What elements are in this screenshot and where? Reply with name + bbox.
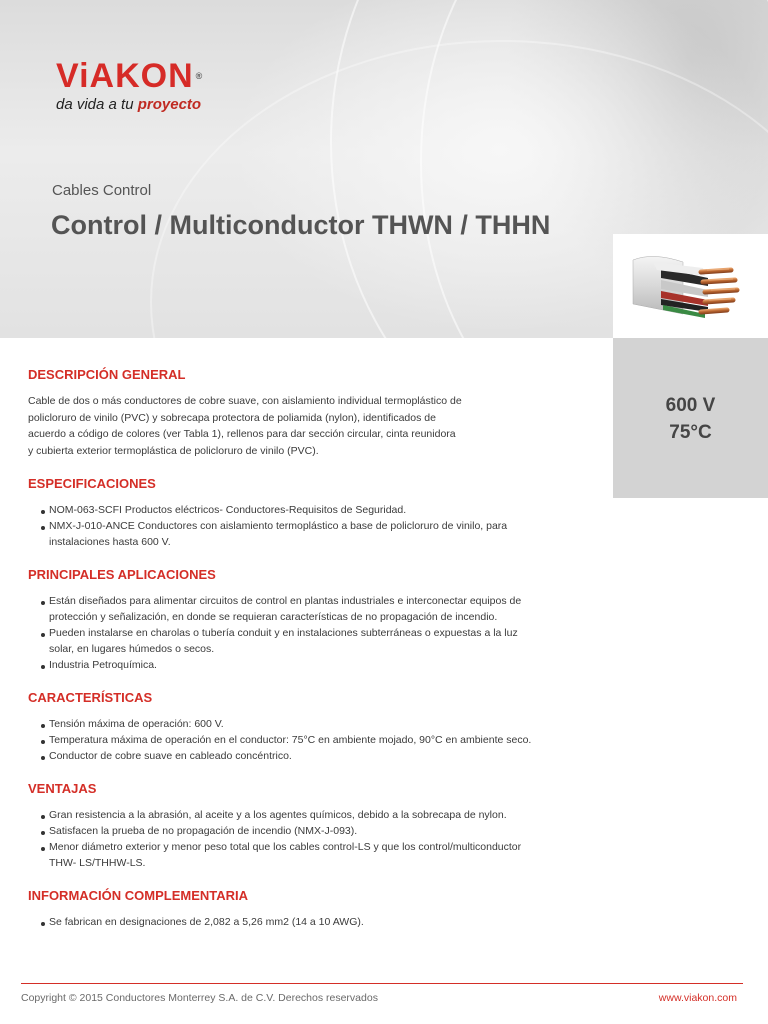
list-item: [28, 748, 588, 764]
bullet-list: [28, 502, 588, 550]
bullet-list: [28, 716, 588, 764]
document-body: [28, 366, 588, 930]
list-item: [28, 657, 588, 673]
brand-logo[interactable]: [56, 58, 203, 113]
section-title: VENTAJAS: [28, 781, 97, 796]
text-line: y cubierta exterior termoplástica de policloruro de vinilo (PVC).: [28, 444, 319, 457]
list-item: [28, 732, 588, 748]
text-line: Cable de dos o más conductores de cobre suave, con aislamiento individual termoplástico de: [28, 395, 462, 407]
rating-box: [613, 338, 768, 498]
text-line: Conductor de cobre suave en cableado concéntrico.: [49, 750, 292, 762]
footer-website-link[interactable]: www.viakon.com: [658, 992, 737, 1004]
section-especificaciones: [28, 475, 588, 550]
text-line: Están diseñados para alimentar circuitos de control en plantas industriales e interconectar equipos de: [49, 595, 522, 607]
text-line: Tensión máxima de operación: 600 V.: [49, 718, 224, 730]
list-item: [28, 823, 588, 839]
list-item: [28, 593, 588, 625]
footer-divider: [21, 983, 743, 984]
temperature-rating: 75°C: [669, 422, 712, 443]
text-line: Menor diámetro exterior y menor peso total que los cables control-LS y que los control/multiconductor: [49, 841, 522, 853]
list-item: [28, 625, 588, 657]
text-line: solar, en lugares húmedos o secos.: [49, 643, 215, 655]
text-line: policloruro de vinilo (PVC) y sobrecapa protectora de poliamida (nylon), identificados de: [28, 411, 436, 424]
page-title: Control / Multiconductor THWN / THHN: [51, 210, 551, 240]
section-complementaria: [28, 887, 588, 930]
tagline-plain: da vida a tu: [56, 96, 138, 113]
text-line: Gran resistencia a la abrasión, al aceite y a los agentes químicos, debido a la sobrecapa de nylon.: [49, 809, 507, 821]
product-category: Cables Control: [52, 182, 152, 199]
text-line: Se fabrican en designaciones de 2,082 a 5,26 mm2 (14 a 10 AWG).: [49, 916, 364, 928]
text-line: instalaciones hasta 600 V.: [49, 536, 171, 548]
list-item: [28, 839, 588, 871]
list-item: [28, 716, 588, 732]
brand-name: ViAKON: [56, 57, 194, 95]
bullet-list: [28, 914, 588, 930]
section-title: PRINCIPALES APLICACIONES: [28, 567, 216, 582]
footer-copyright: Copyright © 2015 Conductores Monterrey S.A. de C.V. Derechos reservados: [21, 992, 378, 1004]
section-caracteristicas: [28, 689, 588, 764]
cable-photo: [613, 234, 768, 338]
brand-wordmark: [56, 58, 203, 94]
section-title: INFORMACIÓN COMPLEMENTARIA: [28, 888, 249, 903]
section-title: ESPECIFICACIONES: [28, 476, 156, 491]
multiconductor-cable-image: [613, 234, 768, 338]
section-aplicaciones: [28, 566, 588, 673]
text-line: protección y señalización, en donde se requieran características de no propagación de incendio.: [49, 611, 498, 623]
text-line: Pueden instalarse en charolas o tubería conduit y en instalaciones subterráneas o expuestas a la luz: [49, 627, 518, 639]
list-item: [28, 518, 588, 550]
section-ventajas: [28, 780, 588, 871]
text-line: THW- LS/THHW-LS.: [49, 857, 146, 869]
bullet-list: [28, 593, 588, 673]
text-line: Satisfacen la prueba de no propagación de incendio (NMX-J-093).: [49, 825, 358, 837]
section-title: CARACTERÍSTICAS: [28, 690, 153, 705]
voltage-rating: 600 V: [665, 395, 716, 416]
bullet-list: [28, 807, 588, 871]
section-title: DESCRIPCIÓN GENERAL: [28, 367, 186, 382]
text-line: acuerdo a código de colores (ver Tabla 1), rellenos para dar sección circular, cinta reunidora: [28, 428, 456, 440]
section-descripcion: [28, 366, 588, 459]
list-item: [28, 502, 588, 518]
text-line: Temperatura máxima de operación en el conductor: 75°C en ambiente mojado, 90°C en ambiente seco.: [49, 734, 532, 746]
tagline-bold: proyecto: [137, 96, 202, 113]
list-item: [28, 807, 588, 823]
description-paragraph: [28, 393, 588, 459]
list-item: [28, 914, 588, 930]
brand-tagline: [56, 96, 203, 113]
registered-mark: ®: [195, 71, 204, 81]
text-line: NMX-J-010-ANCE Conductores con aislamiento termoplástico a base de policloruro de vinilo, para: [49, 520, 508, 532]
text-line: Industria Petroquímica.: [49, 659, 157, 671]
text-line: NOM-063-SCFI Productos eléctricos- Conductores-Requisitos de Seguridad.: [49, 504, 407, 516]
